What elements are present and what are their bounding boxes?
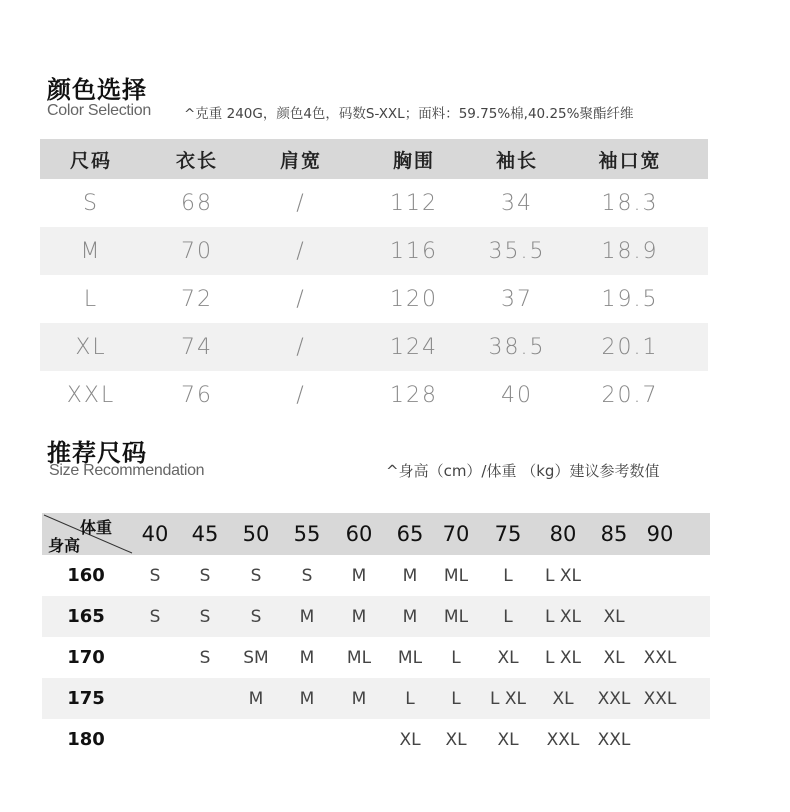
recommended-size-cell: M [248,688,264,709]
size-chart-cell: / [296,190,306,216]
recommendation-row [42,596,710,637]
recommended-size-cell: M [402,565,418,586]
size-chart-row [40,179,708,227]
recommended-size-cell: M [299,606,315,627]
height-cell: 170 [67,647,105,668]
recommended-size-cell: ML [397,647,423,668]
size-chart-row [40,371,708,419]
weight-header-cell: 85 [600,522,628,546]
recommendation-note: ^身高（cm）/体重 （kg）建议参考数值 [386,462,660,480]
recommended-size-cell: ML [443,565,469,586]
size-chart-cell: M [80,238,102,264]
weight-header-cell: 75 [494,522,522,546]
weight-header-cell: 55 [293,522,321,546]
recommendation-row [42,555,710,596]
weight-header-cell: 45 [191,522,219,546]
weight-header-cell: 50 [242,522,270,546]
recommended-size-cell: S [199,565,211,586]
recommended-size-cell: XL [445,729,467,750]
recommended-size-cell: XL [497,647,519,668]
weight-header-cell: 80 [549,522,577,546]
size-chart-cell: 40 [501,382,533,408]
size-recommendation-title: 推荐尺码 [47,439,147,467]
recommended-size-cell: ML [346,647,372,668]
size-chart-cell: / [296,334,306,360]
height-cell: 160 [67,565,105,586]
size-chart-cell: / [296,238,306,264]
size-chart-header-cell: 肩宽 [279,149,323,172]
size-chart-header-cell: 袖口宽 [598,149,662,172]
recommended-size-cell: XXL [643,688,677,709]
recommended-size-cell: S [149,606,161,627]
weight-header-cell: 70 [442,522,470,546]
size-chart-cell: 124 [390,334,438,360]
size-chart-cell: 68 [181,190,213,216]
size-chart-header-row [40,139,708,179]
weight-header-cell: 40 [141,522,169,546]
size-chart-cell: S [83,190,99,216]
size-chart-cell: 34 [501,190,533,216]
size-chart-cell: 35.5 [488,238,546,264]
size-chart-cell: 20.7 [601,382,659,408]
recommended-size-cell: L XL [490,688,526,709]
height-cell: 175 [67,688,105,709]
size-chart-header-cell: 胸围 [392,149,436,172]
size-chart-cell: L [83,286,99,312]
size-chart-cell: 18.3 [601,190,659,216]
recommended-size-cell: L XL [545,606,581,627]
recommendation-header-row [42,513,710,555]
size-chart-cell: 120 [390,286,438,312]
height-cell: 165 [67,606,105,627]
recommended-size-cell: ML [443,606,469,627]
size-chart-cell: 116 [390,238,438,264]
recommended-size-cell: M [351,606,367,627]
recommended-size-cell: M [299,688,315,709]
recommended-size-cell: M [351,688,367,709]
size-chart-row [40,227,708,275]
recommended-size-cell: S [250,565,262,586]
recommended-size-cell: M [402,606,418,627]
size-chart-cell: 112 [390,190,438,216]
recommended-size-cell: S [250,606,262,627]
recommended-size-cell: XL [399,729,421,750]
recommended-size-cell: S [301,565,313,586]
product-spec-note: ^克重 240G，颜色4色，码数S-XXL；面料：59.75%棉,40.25%聚酯纤维 [184,106,634,122]
corner-height-label: 身高 [48,536,81,555]
recommended-size-cell: L [451,647,461,668]
recommendation-row [42,637,710,678]
color-selection-title: 颜色选择 [47,76,147,104]
size-chart-row [40,275,708,323]
recommended-size-cell: L [503,606,513,627]
size-chart-cell: 37 [501,286,533,312]
recommended-size-cell: XL [603,647,625,668]
corner-weight-label: 体重 [80,518,113,537]
size-recommendation-subtitle: Size Recommendation [49,462,205,479]
size-chart-cell: 70 [181,238,213,264]
size-chart-cell: / [296,286,306,312]
size-chart-cell: XXL [66,382,116,408]
size-chart-cell: 20.1 [601,334,659,360]
height-cell: 180 [67,729,105,750]
recommended-size-cell: S [199,647,211,668]
size-chart-cell: / [296,382,306,408]
size-chart-cell: 76 [181,382,213,408]
recommended-size-cell: XL [497,729,519,750]
weight-header-cell: 90 [646,522,674,546]
recommended-size-cell: L [503,565,513,586]
recommended-size-cell: L [405,688,415,709]
size-chart-header-cell: 尺码 [69,149,113,172]
recommended-size-cell: XXL [643,647,677,668]
size-chart-row [40,323,708,371]
color-selection-subtitle: Color Selection [47,102,152,119]
height-weight-corner-cell [42,513,134,555]
size-recommendation-table [42,513,710,760]
size-chart-table [40,139,708,419]
size-chart-cell: 19.5 [601,286,659,312]
recommendation-row [42,678,710,719]
size-chart-cell: 128 [390,382,438,408]
recommended-size-cell: S [149,565,161,586]
size-chart-cell: XL [75,334,107,360]
recommended-size-cell: L XL [545,647,581,668]
recommended-size-cell: XXL [597,729,631,750]
recommended-size-cell: XXL [597,688,631,709]
size-chart-header-cell: 衣长 [175,149,219,172]
weight-header-cell: 60 [345,522,373,546]
recommended-size-cell: XXL [546,729,580,750]
size-chart-header-cell: 袖长 [495,149,539,172]
recommended-size-cell: XL [552,688,574,709]
size-chart-cell: 72 [181,286,213,312]
recommended-size-cell: M [351,565,367,586]
recommended-size-cell: S [199,606,211,627]
size-chart-cell: 38.5 [488,334,546,360]
size-chart-cell: 74 [181,334,213,360]
size-chart-cell: 18.9 [601,238,659,264]
recommended-size-cell: XL [603,606,625,627]
recommended-size-cell: M [299,647,315,668]
recommendation-row [42,719,710,760]
recommended-size-cell: L [451,688,461,709]
recommended-size-cell: L XL [545,565,581,586]
weight-header-cell: 65 [396,522,424,546]
recommended-size-cell: SM [243,647,269,668]
